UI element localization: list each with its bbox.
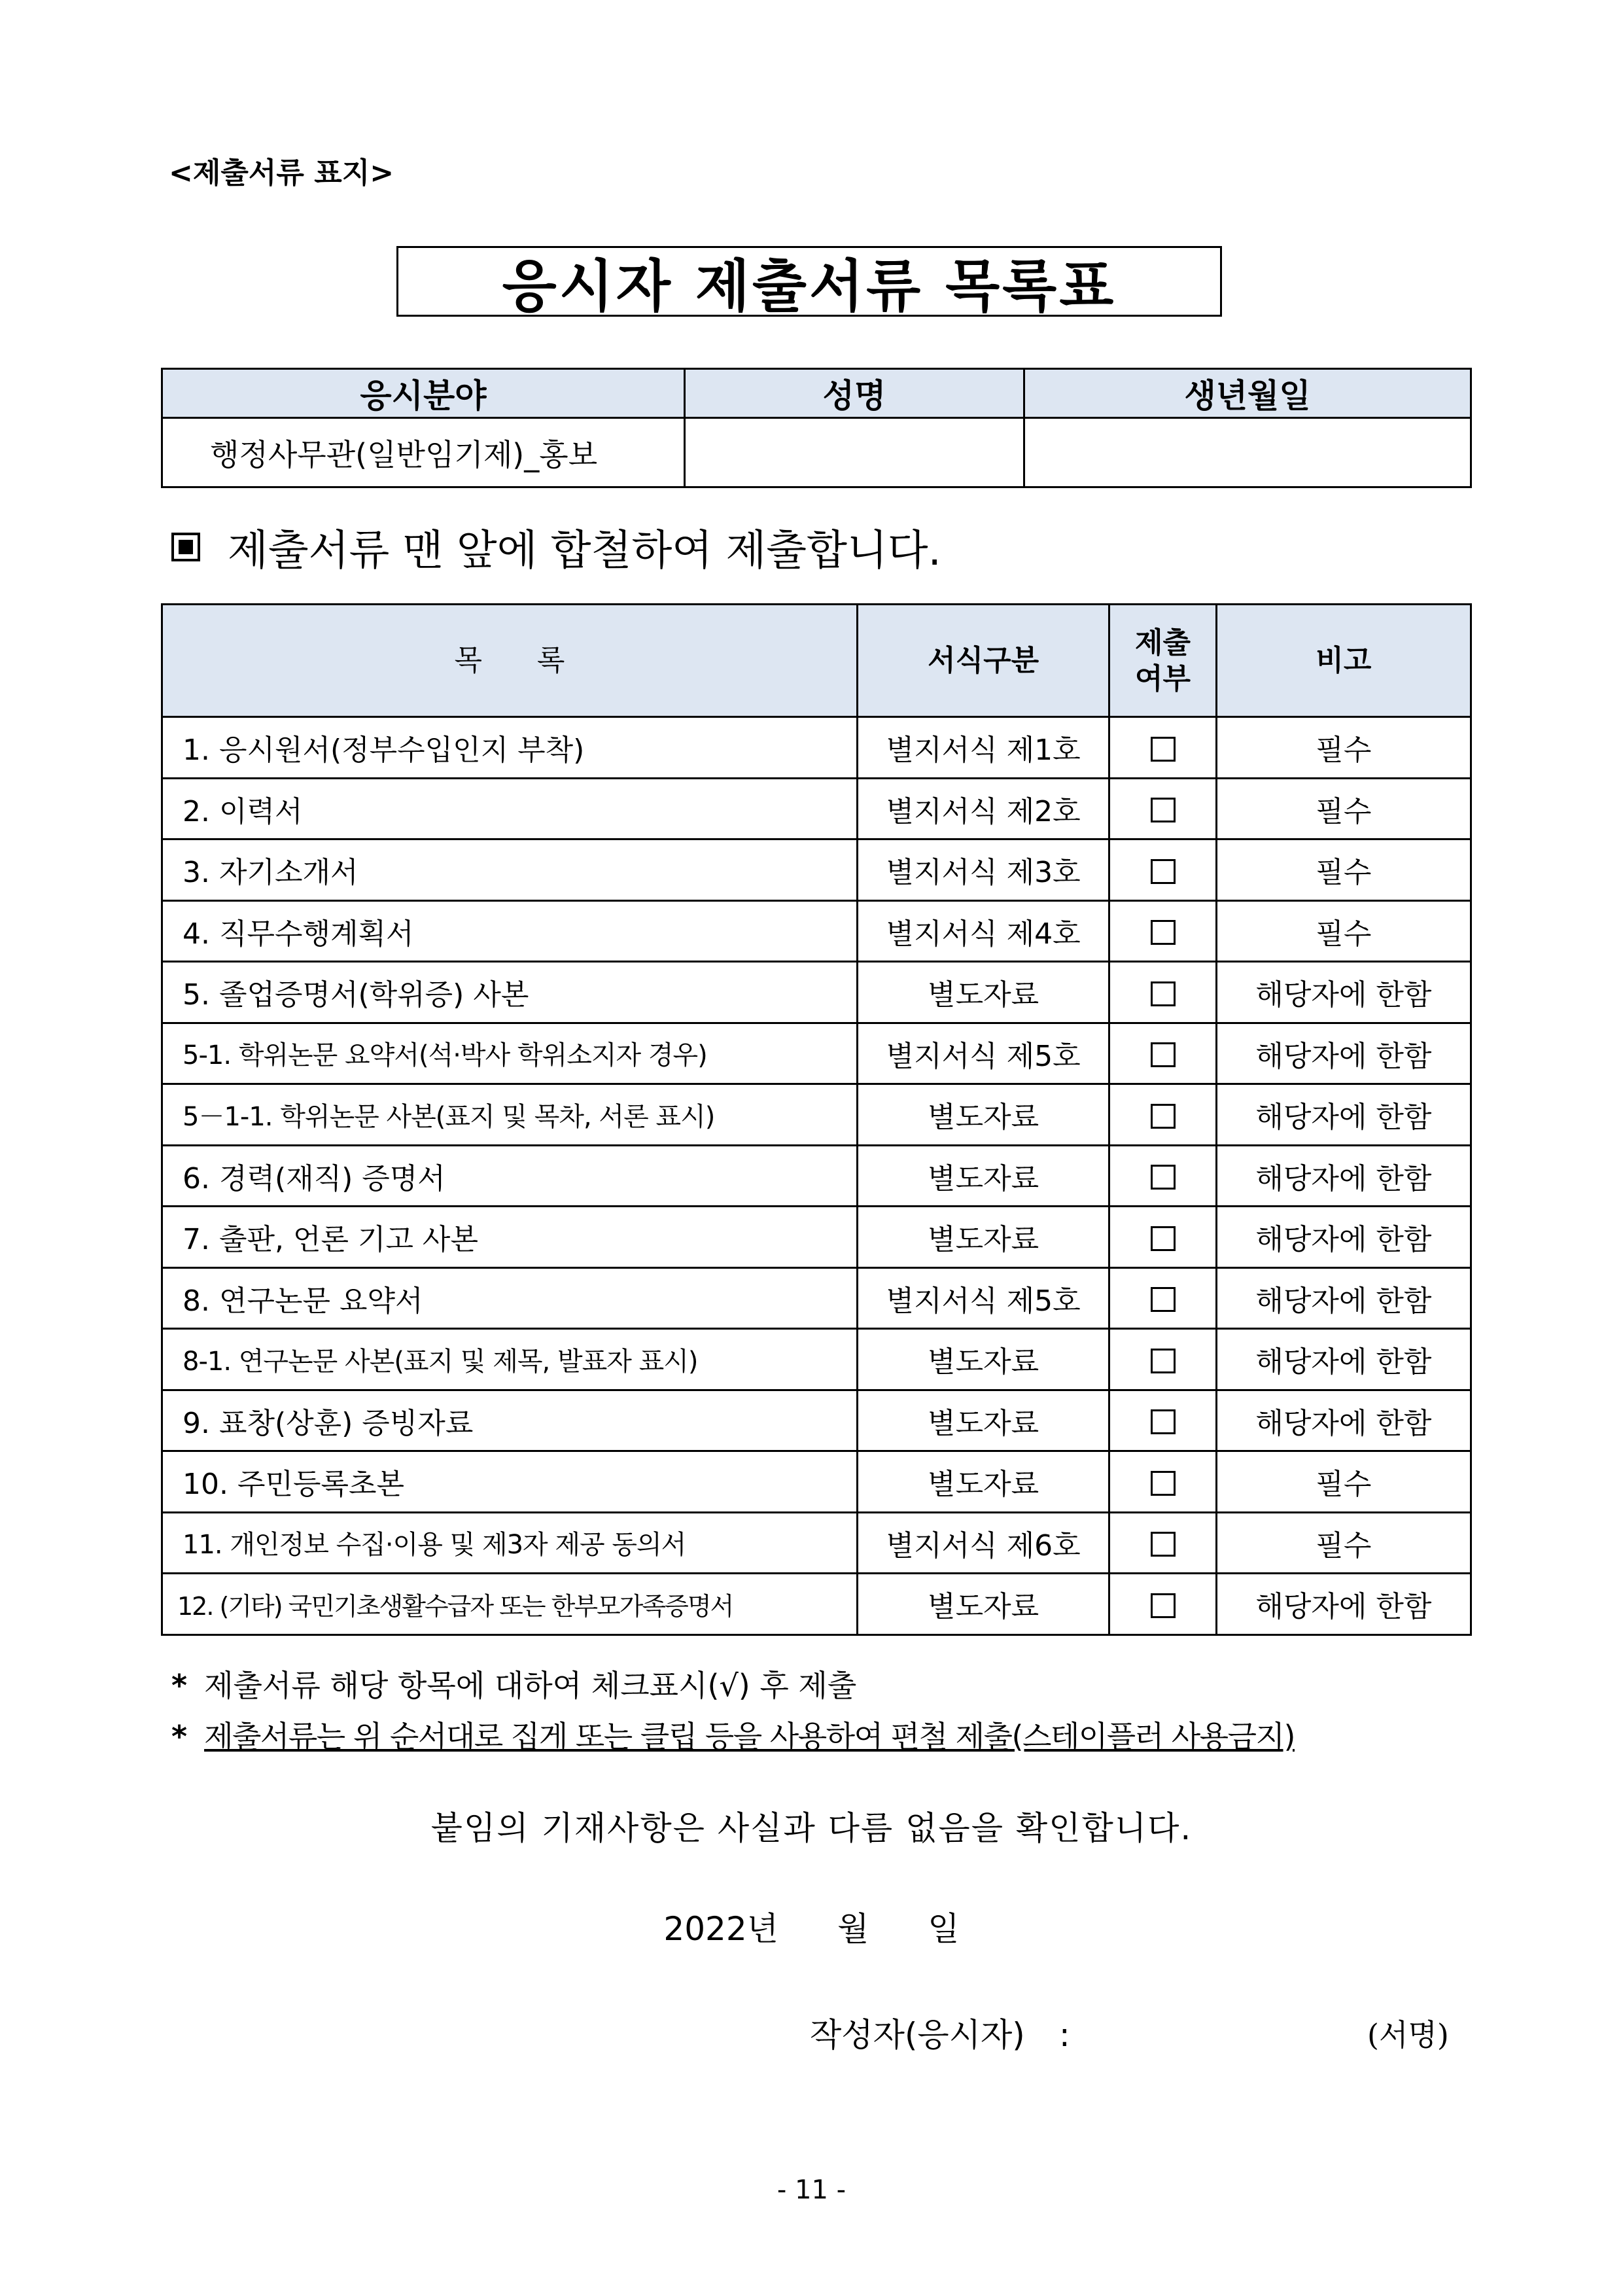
table-row xyxy=(162,1267,1471,1329)
table-row xyxy=(162,1451,1471,1513)
row-item: 3. 자기소개서 xyxy=(162,839,858,901)
header-item: 목 록 xyxy=(162,605,858,717)
instruction-text: 제출서류 맨 앞에 합철하여 제출합니다. xyxy=(228,527,941,575)
row-form: 별도자료 xyxy=(857,1451,1109,1513)
row-form: 별도자료 xyxy=(857,1574,1109,1635)
row-note: 필수 xyxy=(1216,778,1471,839)
header-name: 성명 xyxy=(684,369,1024,418)
row-item: 8. 연구논문 요약서 xyxy=(162,1267,858,1329)
row-form: 별도자료 xyxy=(857,962,1109,1023)
row-note: 필수 xyxy=(1216,900,1471,962)
row-note: 해당자에 한함 xyxy=(1216,1207,1471,1268)
row-item: 6. 경력(재직) 증명서 xyxy=(162,1145,858,1207)
table-row xyxy=(162,717,1471,779)
writer-line xyxy=(810,2009,1070,2056)
row-item: 5-1. 학위논문 요약서(석·박사 학위소지자 경우) xyxy=(162,1023,858,1084)
row-note: 필수 xyxy=(1216,1451,1471,1513)
row-note: 해당자에 한함 xyxy=(1216,1267,1471,1329)
page-title: 응시자 제출서류 목록표 xyxy=(396,246,1222,317)
date-day: 일 xyxy=(928,1910,960,1948)
row-item: 9. 표창(상훈) 증빙자료 xyxy=(162,1390,858,1451)
table-row xyxy=(162,1574,1471,1635)
submit-checkbox[interactable] xyxy=(1151,1287,1176,1312)
row-item: 8-1. 연구논문 사본(표지 및 제목, 발표자 표시) xyxy=(162,1329,858,1390)
table-row xyxy=(162,839,1471,901)
submit-checkbox[interactable] xyxy=(1151,798,1176,822)
footnote-text: 제출서류 해당 항목에 대하여 체크표시(√) 후 제출 xyxy=(204,1668,857,1703)
header-birthdate: 생년월일 xyxy=(1024,369,1471,418)
header-note: 비고 xyxy=(1216,605,1471,717)
table-row xyxy=(162,1084,1471,1146)
row-item: 7. 출판, 언론 기고 사본 xyxy=(162,1207,858,1268)
table-row xyxy=(162,900,1471,962)
table-row xyxy=(162,1512,1471,1574)
writer-label: 작성자(응시자) xyxy=(810,2016,1025,2054)
table-row xyxy=(162,778,1471,839)
header-submitted-line1: 제출 xyxy=(1135,626,1191,660)
table-row xyxy=(162,1023,1471,1084)
row-item: 12. (기타) 국민기초생활수급자 또는 한부모가족증명서 xyxy=(162,1574,858,1635)
row-note: 해당자에 한함 xyxy=(1216,1084,1471,1146)
row-form: 별도자료 xyxy=(857,1329,1109,1390)
table-row xyxy=(162,962,1471,1023)
row-item: 5－1-1. 학위논문 사본(표지 및 목차, 서론 표시) xyxy=(162,1084,858,1146)
signature-field[interactable]: (서명) xyxy=(1367,2017,1449,2053)
header-field: 응시분야 xyxy=(162,369,685,418)
writer-colon: : xyxy=(1058,2016,1070,2054)
submit-checkbox[interactable] xyxy=(1151,1532,1176,1557)
instruction xyxy=(171,517,941,577)
row-note: 해당자에 한함 xyxy=(1216,962,1471,1023)
row-form: 별지서식 제6호 xyxy=(857,1512,1109,1574)
row-item: 11. 개인정보 수집·이용 및 제3자 제공 동의서 xyxy=(162,1512,858,1574)
row-note: 필수 xyxy=(1216,717,1471,779)
row-form: 별지서식 제5호 xyxy=(857,1023,1109,1084)
submit-checkbox[interactable] xyxy=(1151,1471,1176,1496)
row-item: 4. 직무수행계획서 xyxy=(162,900,858,962)
submit-checkbox[interactable] xyxy=(1151,737,1176,762)
submit-checkbox[interactable] xyxy=(1151,981,1176,1006)
submit-checkbox[interactable] xyxy=(1151,1104,1176,1129)
row-item: 5. 졸업증명서(학위증) 사본 xyxy=(162,962,858,1023)
table-row xyxy=(162,1329,1471,1390)
date-line xyxy=(0,1903,1623,1950)
birthdate-field[interactable] xyxy=(1024,418,1471,487)
row-note: 필수 xyxy=(1216,1512,1471,1574)
applicant-info-table xyxy=(161,368,1472,488)
submit-checkbox[interactable] xyxy=(1151,1593,1176,1618)
row-note: 해당자에 한함 xyxy=(1216,1023,1471,1084)
row-form: 별도자료 xyxy=(857,1207,1109,1268)
table-row xyxy=(162,1145,1471,1207)
page-number: - 11 - xyxy=(777,2175,846,2205)
row-note: 필수 xyxy=(1216,839,1471,901)
submit-checkbox[interactable] xyxy=(1151,1226,1176,1251)
row-note: 해당자에 한함 xyxy=(1216,1329,1471,1390)
date-month: 월 xyxy=(837,1910,869,1948)
confirmation-statement: 붙임의 기재사항은 사실과 다름 없음을 확인합니다. xyxy=(430,1809,1193,1847)
footnote-check xyxy=(171,1662,856,1705)
row-form: 별지서식 제1호 xyxy=(857,717,1109,779)
footnote-marker: * xyxy=(171,1719,188,1754)
section-label: <제출서류 표지> xyxy=(169,156,394,190)
table-row xyxy=(162,1390,1471,1451)
filled-square-icon xyxy=(171,533,200,561)
field-value: 행정사무관(일반임기제)_홍보 xyxy=(162,418,685,487)
row-form: 별지서식 제2호 xyxy=(857,778,1109,839)
row-form: 별도자료 xyxy=(857,1390,1109,1451)
name-field[interactable] xyxy=(684,418,1024,487)
submit-checkbox[interactable] xyxy=(1151,1409,1176,1434)
row-form: 별도자료 xyxy=(857,1084,1109,1146)
row-item: 10. 주민등록초본 xyxy=(162,1451,858,1513)
table-row xyxy=(162,1207,1471,1268)
documents-table xyxy=(161,603,1472,1636)
header-submitted-line2: 여부 xyxy=(1135,662,1191,696)
row-note: 해당자에 한함 xyxy=(1216,1390,1471,1451)
row-form: 별지서식 제3호 xyxy=(857,839,1109,901)
footnote-binding xyxy=(171,1713,1295,1756)
row-note: 해당자에 한함 xyxy=(1216,1145,1471,1207)
row-note: 해당자에 한함 xyxy=(1216,1574,1471,1635)
submit-checkbox[interactable] xyxy=(1151,1349,1176,1373)
header-form: 서식구분 xyxy=(857,605,1109,717)
submit-checkbox[interactable] xyxy=(1151,1165,1176,1190)
submit-checkbox[interactable] xyxy=(1151,1042,1176,1067)
row-form: 별도자료 xyxy=(857,1145,1109,1207)
row-form: 별지서식 제4호 xyxy=(857,900,1109,962)
header-submitted xyxy=(1109,605,1216,717)
row-item: 1. 응시원서(정부수입인지 부착) xyxy=(162,717,858,779)
submit-checkbox[interactable] xyxy=(1151,920,1176,945)
row-form: 별지서식 제5호 xyxy=(857,1267,1109,1329)
footnote-text: 제출서류는 위 순서대로 집게 또는 클립 등을 사용하여 편철 제출(스테이플러 사용금지) xyxy=(204,1719,1295,1754)
footnote-marker: * xyxy=(171,1668,188,1703)
row-item: 2. 이력서 xyxy=(162,778,858,839)
submit-checkbox[interactable] xyxy=(1151,859,1176,884)
date-year: 2022년 xyxy=(663,1910,778,1948)
